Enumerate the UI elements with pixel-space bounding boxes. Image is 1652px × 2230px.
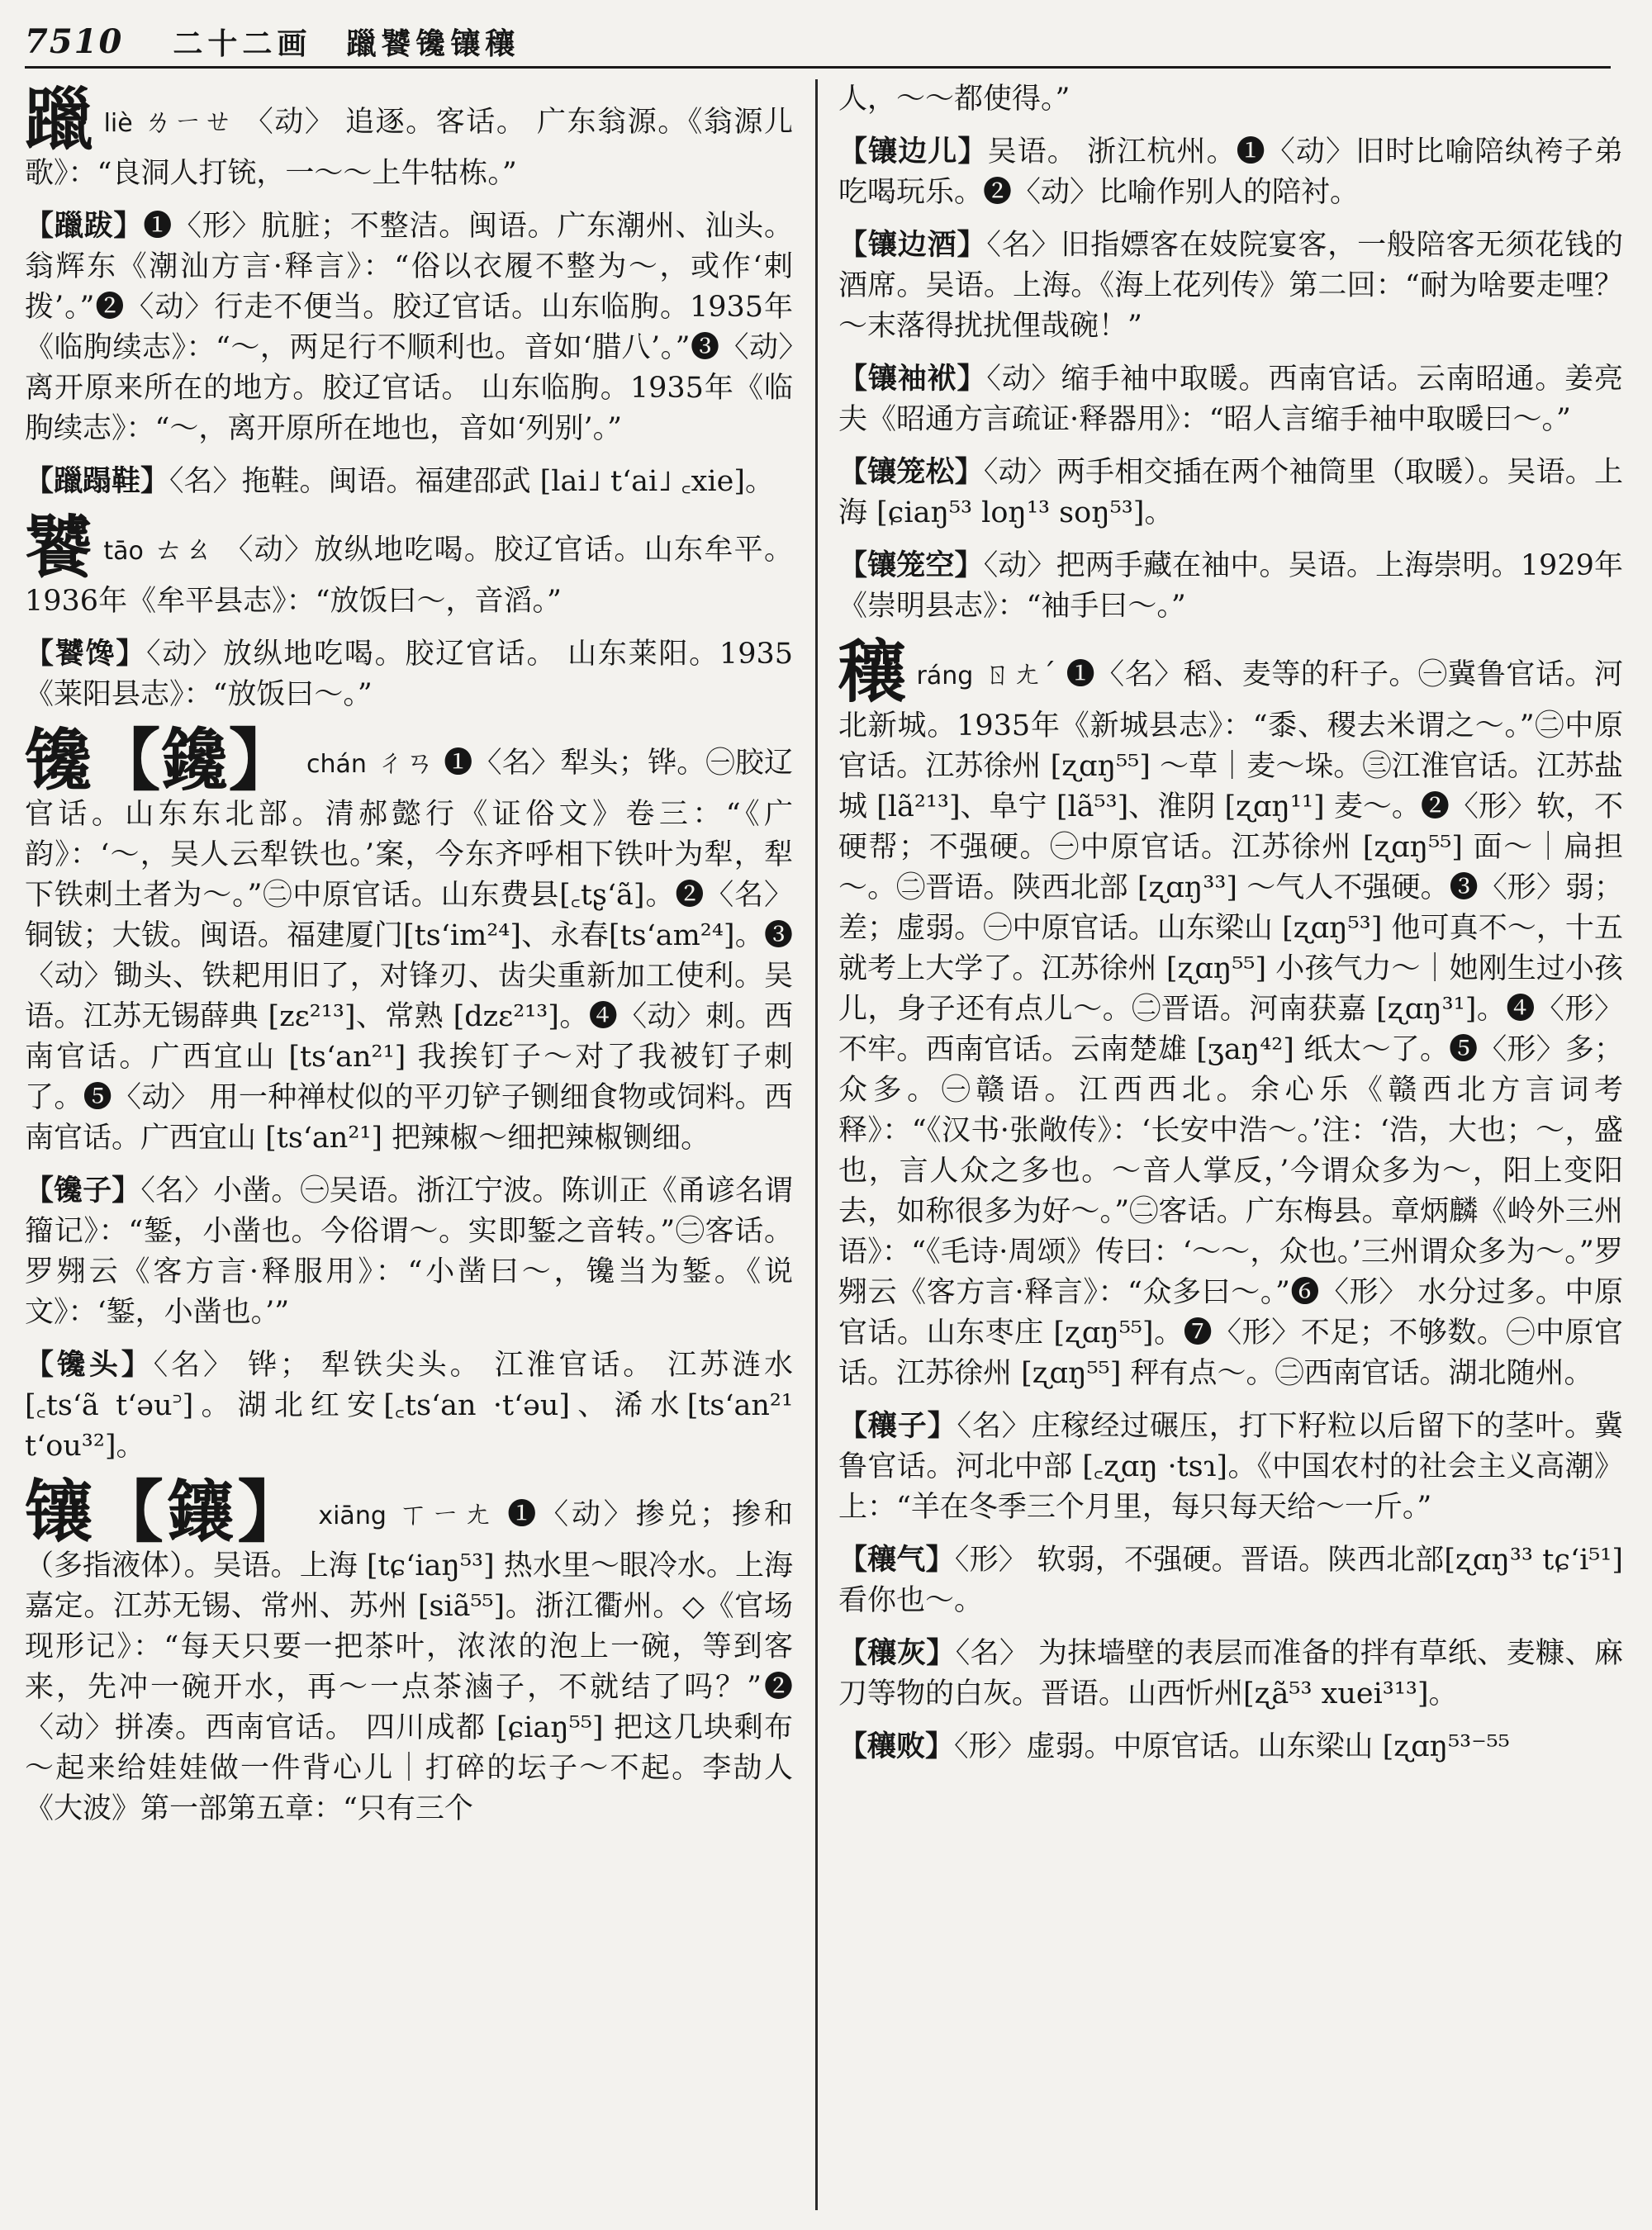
sub-entry <box>838 1633 1623 1715</box>
sub-entry <box>25 633 793 715</box>
page-number: 7510 <box>25 21 124 61</box>
headword-char: 穰 <box>838 633 907 712</box>
headword-char: 饕 <box>25 508 94 587</box>
entry-definition: ㄌㄧㄝ 〈动〉 追逐。客话。 广东翁源。《翁源儿歌》：“良洞人打铳，一～～上牛牯栋。” <box>25 106 793 190</box>
entry-definition: ㄒㄧㄤ ❶〈动〉掺兑；掺和（多指液体）。吴语。上海 [tɕʻiaŋ⁵³] 热水里～眼冷水。上海嘉定。江苏无锡、常州、苏州 [siã⁵⁵]。浙江衢州。◇《官场现形记》：“每天只要一把茶叶，浓浓的泡上一碗，等到客来，先冲一碗开水，再～一点茶滷子，不就结了吗？”❷〈动〉拼凑。西南官话。 四川成都 [ɕiaŋ⁵⁵] 把这几块剩布～起来给娃娃做一件背心儿｜打碎的坛子～不起。李劼人《大波》第一部第五章：“只有三个 <box>25 1498 793 1825</box>
sub-entry-word: 【镵子】 <box>25 1174 141 1208</box>
headword-pinyin: chán <box>306 750 367 779</box>
sub-entry-word: 【穰气】 <box>838 1543 955 1577</box>
entry-definition: 〈名〉拖鞋。闽语。福建邵武 [lai˩ tʻai˩ ꜀xie]。 <box>169 465 774 498</box>
sub-entry <box>838 1406 1623 1528</box>
sub-entry-word: 【镶袖袱】 <box>838 362 987 396</box>
sub-entry-word: 【镶边儿】 <box>838 135 988 168</box>
entry-definition: 〈名〉 铧； 犁铁尖头。 江淮官话。 江苏涟水 [꜀tsʻã tʻəu꜄]。湖北红安[꜀tsʻan ·tʻəu]、浠水[tsʻan²¹ tʻou³²]。 <box>25 1349 793 1463</box>
entry-definition: 〈动〉两手相交插在两个袖筒里（取暖）。吴语。上海 [ɕiaŋ⁵³ loŋ¹³ soŋ⁵³]。 <box>838 456 1623 529</box>
entry-definition: 〈名〉旧指嫖客在妓院宴客，一般陪客无须花钱的酒席。吴语。上海。《海上花列传》第二回：“耐为啥要走哩？～末落得扰扰俚哉碗！” <box>838 229 1623 343</box>
entry-definition: 〈形〉虚弱。中原官话。山东梁山 [ʐɑŋ⁵³⁻⁵⁵ <box>954 1730 1510 1763</box>
headword-pinyin: ráng <box>916 662 974 690</box>
right-column <box>838 79 1623 2213</box>
running-title: 二十二画 躐饕镵镶穰 <box>173 26 520 61</box>
left-column <box>25 79 793 2213</box>
headword-entry <box>838 633 1623 1394</box>
entry-definition: ㄊㄠ 〈动〉放纵地吃喝。胶辽官话。山东牟平。1936年《牟平县志》：“放饭曰～，音滔。” <box>25 534 793 618</box>
column-divider <box>815 79 818 2210</box>
sub-entry-word: 【躐蹋鞋】 <box>25 464 170 498</box>
sub-entry <box>25 1345 793 1467</box>
sub-entry-word: 【镶边酒】 <box>838 228 987 262</box>
sub-entry-word: 【镶笼空】 <box>838 548 984 582</box>
page-header <box>25 17 1611 69</box>
entry-definition: ㄖㄤˊ ❶〈名〉稻、麦等的秆子。㊀冀鲁官话。河北新城。1935年《新城县志》：“黍、稷去米谓之～。”㊁中原官话。江苏徐州 [ʐɑŋ⁵⁵] ～草｜麦～垛。㊂江淮官话。江苏盐城 [lã²¹³]、阜宁 [lã⁵³]、淮阴 [ʐɑŋ¹¹] 麦～。❷〈形〉软，不硬帮；不强硬。㊀中原官话。江苏徐州 [ʐɑŋ⁵⁵] 面～｜扁担～。㊁晋语。陕西北部 [ʐɑŋ³³] ～气人不强硬。❸〈形〉弱；差；虚弱。㊀中原官话。山东梁山 [ʐɑŋ⁵³] 他可真不～，十五就考上大学了。江苏徐州 [ʐɑŋ⁵⁵] 小孩气力～｜她刚生过小孩儿，身子还有点儿～。㊁晋语。河南获嘉 [ʐɑŋ³¹]。❹〈形〉 不牢。西南官话。云南楚雄 [ʒaŋ⁴²] 纸太～了。❺〈形〉多；众多。㊀赣语。江西西北。余心乐《赣西北方言词考释》：“《汉书·张敞传》：‘长安中浩～。’注：‘浩，大也；～，盛也，言人众之多也。～音人掌反，’今谓众多为～，阳上变阳去，如称很多为好～。”㊁客话。广东梅县。章炳麟《岭外三州语》：“《毛诗·周颂》传曰：‘～～，众也。’三州谓众多为～。”罗翙云《客方言·释言》：“众多曰～。”❻〈形〉 水分过多。中原官话。山东枣庄 [ʐɑŋ⁵⁵]。❼〈形〉不足；不够数。㊀中原官话。江苏徐州 [ʐɑŋ⁵⁵] 秤有点～。㊁西南官话。湖北随州。 <box>838 658 1623 1390</box>
entry-definition: 〈名〉小凿。㊀吴语。浙江宁波。陈训正《甬谚名谓籀记》：“錾，小凿也。今俗谓～。实即錾之音转。”㊁客话。罗翙云《客方言·释服用》：“小凿曰～，镵当为錾。《说文》：‘錾，小凿也。’” <box>25 1174 793 1329</box>
entry-definition: 吴语。 浙江杭州。❶〈动〉旧时比喻陪纨袴子弟吃喝玩乐。❷〈动〉比喻作别人的陪衬。 <box>838 135 1623 209</box>
entry-definition: 〈名〉庄稼经过碾压，打下籽粒以后留下的茎叶。冀鲁官话。河北中部 [꜀ʐɑŋ ·tsɿ]。《中国农村的社会主义高潮》上：“羊在冬季三个月里，每只每天给～一斤。” <box>838 1410 1623 1524</box>
sub-entry <box>838 131 1623 213</box>
entry-definition: 人，～～都使得。” <box>838 83 1070 116</box>
sub-entry <box>25 461 793 502</box>
entry-definition: ❶〈形〉肮脏；不整洁。闽语。广东潮州、汕头。翁辉东《潮汕方言·释言》：“俗以衣履不整为～，或作‘剌拨’。”❷〈动〉行走不便当。胶辽官话。山东临朐。1935年《临朐续志》：“～，两足行不顺利也。音如‘腊八’。”❸〈动〉离开原来所在的地方。胶辽官话。 山东临朐。1935年《临朐续志》：“～，离开原所在地也，音如‘列别’。” <box>25 210 793 445</box>
entry-definition: 〈名〉 为抹墙壁的表层而准备的拌有草纸、麦糠、麻刀等物的白灰。晋语。山西忻州[ʐã⁵³ xuei³¹³]。 <box>838 1637 1623 1710</box>
headword-pinyin: liè <box>103 109 133 138</box>
sub-entry <box>838 358 1623 440</box>
sub-entry <box>838 545 1623 627</box>
sub-entry <box>838 1726 1623 1767</box>
sub-entry <box>838 225 1623 347</box>
headword-char: 镵【鑱】 <box>25 721 297 800</box>
headword-entry <box>25 80 793 194</box>
sub-entry-word: 【躐跋】 <box>25 209 144 243</box>
sub-entry-word: 【穰灰】 <box>838 1636 956 1670</box>
sub-entry <box>838 1540 1623 1621</box>
sub-entry <box>25 1170 793 1333</box>
headword-char: 镶【鑲】 <box>25 1473 309 1552</box>
entry-definition: 〈形〉 软弱，不强硬。晋语。陕西北部[ʐɑŋ³³ tɕʻi⁵¹] 看你也～。 <box>838 1544 1623 1617</box>
sub-entry <box>838 452 1623 534</box>
sub-entry-word: 【穰败】 <box>838 1729 955 1763</box>
sub-entry-word: 【饕馋】 <box>25 637 147 671</box>
headword-char: 躐 <box>25 80 94 159</box>
sub-entry <box>25 206 793 449</box>
continued-text <box>838 79 1623 120</box>
headword-entry <box>25 1473 793 1829</box>
entry-definition: 〈动〉放纵地吃喝。胶辽官话。 山东莱阳。1935《莱阳县志》：“放饭曰～。” <box>25 638 793 711</box>
entry-definition: 〈动〉缩手袖中取暖。西南官话。云南昭通。姜亮夫《昭通方言疏证·释器用》：“昭人言缩手袖中取暖曰～。” <box>838 363 1623 436</box>
sub-entry-word: 【镵头】 <box>25 1348 154 1382</box>
entry-definition: 〈动〉把两手藏在袖中。吴语。上海崇明。1929年《崇明县志》：“袖手曰～。” <box>838 549 1623 623</box>
headword-pinyin: xiāng <box>318 1502 387 1530</box>
entry-definition: ㄔㄢ ❶〈名〉犁头；铧。㊀胶辽官话。山东东北部。清郝懿行《证俗文》卷三：“《广韵》：‘～，吴人云犁铁也。’案，今东齐呼相下铁叶为犁，犁下铁刺土者为～。”㊁中原官话。山东费县[꜀tʂʻã]。❷〈名〉铜钹；大钹。闽语。福建厦门[tsʻim²⁴]、永春[tsʻam²⁴]。❸〈动〉锄头、铁耙用旧了，对锋刃、齿尖重新加工使利。吴语。江苏无锡薛典 [zɛ²¹³]、常熟 [dzɛ²¹³]。❹〈动〉刺。西南官话。广西宜山 [tsʻan²¹] 我挨钉子～对了我被钉子刺了。❺〈动〉 用一种禅杖似的平刃铲子铡细食物或饲料。西南官话。广西宜山 [tsʻan²¹] 把辣椒～细把辣椒铡细。 <box>25 747 793 1155</box>
headword-entry <box>25 721 793 1159</box>
sub-entry-word: 【穰子】 <box>838 1409 957 1443</box>
headword-entry <box>25 508 793 622</box>
sub-entry-word: 【镶笼松】 <box>838 455 984 489</box>
headword-pinyin: tāo <box>103 537 144 566</box>
